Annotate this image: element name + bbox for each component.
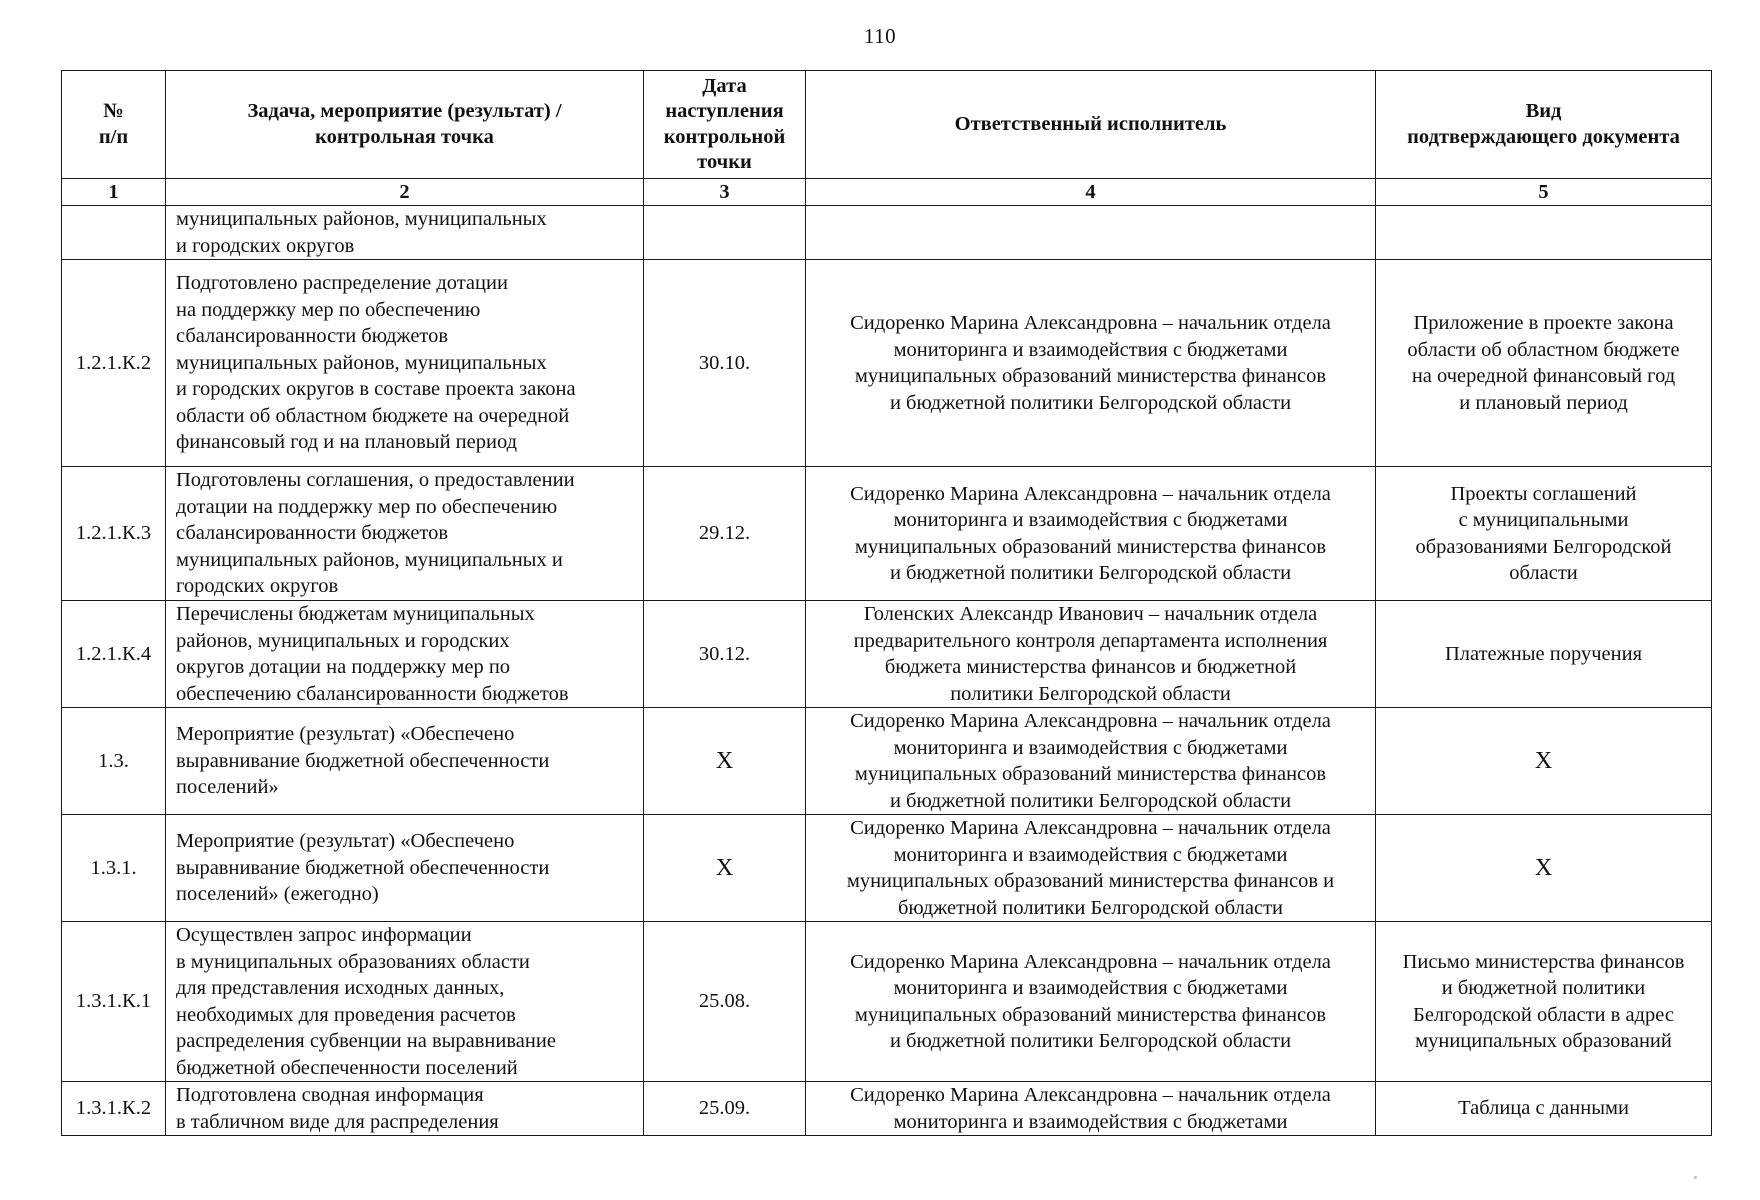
scan-speck <box>1694 1176 1697 1179</box>
row-executor: Сидоренко Марина Александровна – начальник отдела мониторинга и взаимодействия с бюджетами <box>806 1082 1376 1136</box>
header-task: Задача, мероприятие (результат) / контрольная точка <box>166 71 644 179</box>
row-document: Платежные поручения <box>1376 601 1712 708</box>
row-document: Проекты соглашений с муниципальными образованиями Белгородской области <box>1376 467 1712 601</box>
row-number: 1.3.1. <box>62 815 166 922</box>
row-task: Подготовлены соглашения, о предоставлении дотации на поддержку мер по обеспечению сбалансированности бюджетов муниципальных районов, муниципальных и городских округов <box>166 467 644 601</box>
header-date: Дата наступления контрольной точки <box>644 71 806 179</box>
row-document <box>1376 206 1712 260</box>
control-points-table <box>61 70 1712 1136</box>
column-number-2: 2 <box>166 179 644 206</box>
row-date: 30.10. <box>644 260 806 467</box>
row-document: Приложение в проекте закона области об областном бюджете на очередной финансовый год и плановый период <box>1376 260 1712 467</box>
row-number: 1.2.1.К.3 <box>62 467 166 601</box>
row-task: муниципальных районов, муниципальных и городских округов <box>166 206 644 260</box>
row-number <box>62 206 166 260</box>
row-executor: Голенских Александр Иванович – начальник отдела предварительного контроля департамента исполнения бюджета министерства финансов и бюджетной политики Белгородской области <box>806 601 1376 708</box>
row-executor: Сидоренко Марина Александровна – начальник отдела мониторинга и взаимодействия с бюджетами муниципальных образований министерства финансов и бюджетной политики Белгородской области <box>806 922 1376 1082</box>
row-document: Х <box>1376 815 1712 922</box>
column-number-row <box>62 179 1712 206</box>
header-row <box>62 71 1712 179</box>
row-number: 1.2.1.К.4 <box>62 601 166 708</box>
row-date: 25.08. <box>644 922 806 1082</box>
table-row <box>62 922 1712 1082</box>
header-number: № п/п <box>62 71 166 179</box>
header-document: Вид подтверждающего документа <box>1376 71 1712 179</box>
row-task: Подготовлена сводная информация в табличном виде для распределения <box>166 1082 644 1136</box>
row-executor: Сидоренко Марина Александровна – начальник отдела мониторинга и взаимодействия с бюджетами муниципальных образований министерства финансов и бюджетной политики Белгородской области <box>806 260 1376 467</box>
page-number: 110 <box>863 24 897 48</box>
header-executor: Ответственный исполнитель <box>806 71 1376 179</box>
table-header <box>62 71 1712 206</box>
row-task: Подготовлено распределение дотации на поддержку мер по обеспечению сбалансированности бюджетов муниципальных районов, муниципальных и городских округов в составе проекта закона области об областном бюджете на очередной финансовый год и на плановый период <box>166 260 644 467</box>
column-number-3: 3 <box>644 179 806 206</box>
row-executor <box>806 206 1376 260</box>
row-task: Осуществлен запрос информации в муниципальных образованиях области для представления исходных данных, необходимых для проведения расчетов распределения субвенции на выравнивание бюджетной обеспеченности поселений <box>166 922 644 1082</box>
row-number: 1.3.1.К.1 <box>62 922 166 1082</box>
table-row <box>62 260 1712 467</box>
table-row <box>62 601 1712 708</box>
row-number: 1.3. <box>62 708 166 815</box>
row-document: Таблица с данными <box>1376 1082 1712 1136</box>
row-date: 25.09. <box>644 1082 806 1136</box>
table-row <box>62 708 1712 815</box>
table-row <box>62 467 1712 601</box>
row-executor: Сидоренко Марина Александровна – начальник отдела мониторинга и взаимодействия с бюджетами муниципальных образований министерства финансов и бюджетной политики Белгородской области <box>806 708 1376 815</box>
row-number: 1.3.1.К.2 <box>62 1082 166 1136</box>
row-date: 29.12. <box>644 467 806 601</box>
column-number-1: 1 <box>62 179 166 206</box>
row-date: Х <box>644 815 806 922</box>
row-executor: Сидоренко Марина Александровна – начальник отдела мониторинга и взаимодействия с бюджетами муниципальных образований министерства финансов и бюджетной политики Белгородской области <box>806 467 1376 601</box>
row-document: Письмо министерства финансов и бюджетной политики Белгородской области в адрес муниципальных образований <box>1376 922 1712 1082</box>
column-number-5: 5 <box>1376 179 1712 206</box>
table-row <box>62 815 1712 922</box>
row-task: Мероприятие (результат) «Обеспечено выравнивание бюджетной обеспеченности поселений» (ежегодно) <box>166 815 644 922</box>
table-row <box>62 1082 1712 1136</box>
row-date: 30.12. <box>644 601 806 708</box>
row-task: Перечислены бюджетам муниципальных районов, муниципальных и городских округов дотации на поддержку мер по обеспечению сбалансированности бюджетов <box>166 601 644 708</box>
row-task: Мероприятие (результат) «Обеспечено выравнивание бюджетной обеспеченности поселений» <box>166 708 644 815</box>
table-body <box>62 206 1712 1136</box>
row-date: Х <box>644 708 806 815</box>
column-number-4: 4 <box>806 179 1376 206</box>
row-executor: Сидоренко Марина Александровна – начальник отдела мониторинга и взаимодействия с бюджетами муниципальных образований министерства финансов и бюджетной политики Белгородской области <box>806 815 1376 922</box>
table-row <box>62 206 1712 260</box>
row-number: 1.2.1.К.2 <box>62 260 166 467</box>
row-document: Х <box>1376 708 1712 815</box>
row-date <box>644 206 806 260</box>
